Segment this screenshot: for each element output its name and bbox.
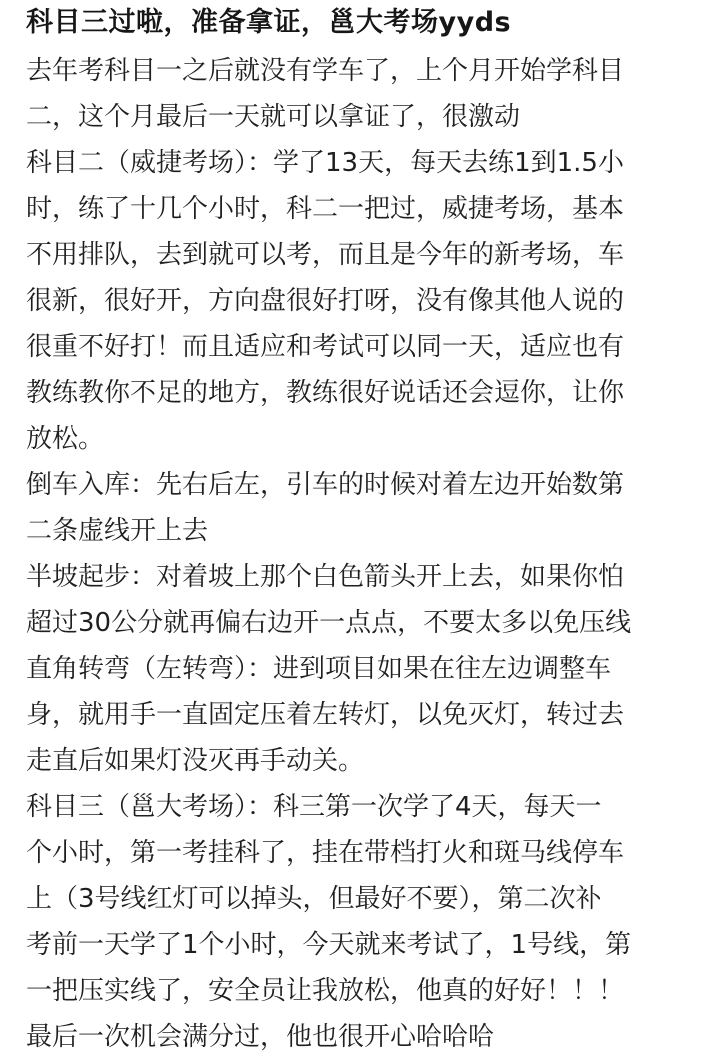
body-line: 上（3号线红灯可以掉头，但最好不要），第二次补	[26, 884, 602, 914]
body-line: 身，就用手一直固定压着左转灯，以免灭灯，转过去	[26, 700, 625, 730]
body-line: 时，练了十几个小时，科二一把过，威捷考场，基本	[26, 194, 625, 224]
body-line: 二条虚线开上去	[26, 516, 209, 546]
body-line: 考前一天学了1个小时，今天就来考试了，1号线，第	[26, 930, 632, 960]
body-line: 一把压实线了，安全员让我放松，他真的好好！！！	[26, 976, 625, 1006]
body-line: 放松。	[26, 424, 105, 454]
body-line: 超过30公分就再偏右边开一点点，不要太多以免压线	[26, 608, 632, 638]
body-line: 科目二（威捷考场）：学了13天，每天去练1到1.5小	[26, 148, 624, 178]
body-line: 教练教你不足的地方，教练很好说话还会逗你，让你	[26, 378, 625, 408]
body-line: 走直后如果灯没灭再手动关。	[26, 746, 365, 776]
body-line: 最后一次机会满分过，他也很开心哈哈哈	[26, 1022, 495, 1052]
post-content	[26, 0, 706, 1060]
body-line: 去年考科目一之后就没有学车了，上个月开始学科目	[26, 56, 625, 86]
body-line: 很新，很好开，方向盘很好打呀，没有像其他人说的	[26, 286, 625, 316]
body-line: 半坡起步：对着坡上那个白色箭头开上去，如果你怕	[26, 562, 625, 592]
body-line: 不用排队，去到就可以考，而且是今年的新考场，车	[26, 240, 625, 270]
body-line: 二，这个月最后一天就可以拿证了，很激动	[26, 102, 521, 132]
post-title: 科目三过啦，准备拿证，邕大考场yyds	[26, 7, 512, 38]
body-line: 直角转弯（左转弯）：进到项目如果在往左边调整车	[26, 654, 612, 684]
body-line: 倒车入库：先右后左，引车的时候对着左边开始数第	[26, 470, 625, 500]
post-body	[26, 48, 706, 1060]
body-line: 个小时，第一考挂科了，挂在带档打火和斑马线停车	[26, 838, 625, 868]
body-line: 科目三（邕大考场）：科三第一次学了4天，每天一	[26, 792, 602, 822]
body-line: 很重不好打！而且适应和考试可以同一天，适应也有	[26, 332, 625, 362]
